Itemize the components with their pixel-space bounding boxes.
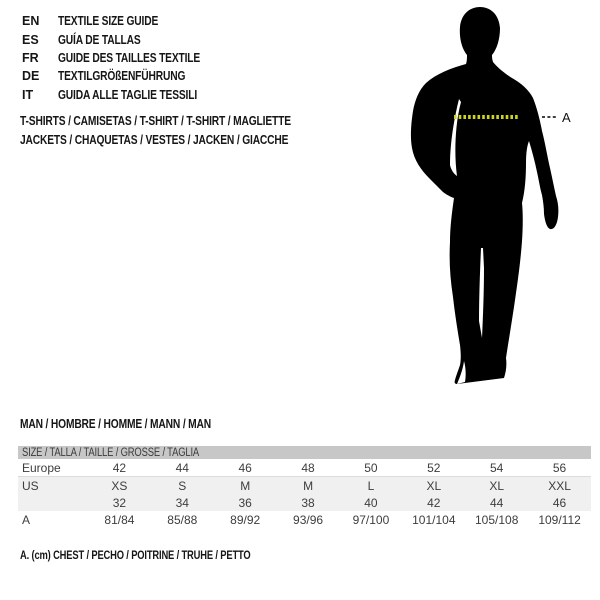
cell: S bbox=[151, 477, 214, 495]
cell: 109/112 bbox=[538, 512, 581, 527]
language-row bbox=[22, 67, 231, 85]
language-row bbox=[22, 49, 231, 67]
cell: M bbox=[277, 477, 340, 495]
cell: XL bbox=[465, 477, 528, 495]
table-row-us bbox=[18, 477, 591, 495]
cell: 42 bbox=[88, 459, 151, 477]
cell: 97/100 bbox=[352, 512, 390, 527]
garment-types bbox=[20, 112, 350, 150]
table-row-chest-a bbox=[18, 511, 591, 528]
man-silhouette-svg bbox=[370, 5, 580, 390]
cell: XS bbox=[88, 477, 151, 495]
cell: L bbox=[340, 477, 403, 495]
cell: 34 bbox=[151, 494, 214, 511]
row-label: US bbox=[18, 477, 88, 495]
row-label: A bbox=[22, 512, 31, 527]
cell: 44 bbox=[465, 494, 528, 511]
language-code: ES bbox=[22, 32, 39, 47]
cell: 89/92 bbox=[230, 512, 261, 527]
cell: XXL bbox=[528, 477, 591, 495]
section-title-man: MAN / HOMBRE / HOMME / MANN / MAN bbox=[20, 417, 212, 431]
cell: 105/108 bbox=[474, 512, 519, 527]
table-row-europe bbox=[18, 459, 591, 477]
cell: 52 bbox=[402, 459, 465, 477]
language-label: GUIDE DES TAILLES TEXTILE bbox=[58, 50, 201, 65]
body-silhouette bbox=[411, 7, 558, 384]
language-list bbox=[22, 12, 231, 104]
language-code: FR bbox=[22, 50, 39, 65]
cell: 46 bbox=[528, 494, 591, 511]
language-label: TEXTILE SIZE GUIDE bbox=[58, 14, 159, 29]
table-row-us-numeric bbox=[18, 494, 591, 511]
language-row bbox=[22, 12, 231, 30]
language-code: DE bbox=[22, 69, 40, 84]
language-code: EN bbox=[22, 14, 40, 29]
language-label: GUIDA ALLE TAGLIE TESSILI bbox=[58, 87, 198, 102]
language-row bbox=[22, 30, 231, 48]
language-label: TEXTILGRÖßENFÜHRUNG bbox=[58, 69, 186, 84]
cell: 56 bbox=[528, 459, 591, 477]
language-label: GUÍA DE TALLAS bbox=[58, 32, 141, 47]
cell: 42 bbox=[402, 494, 465, 511]
cell: XL bbox=[402, 477, 465, 495]
cell: 93/96 bbox=[293, 512, 324, 527]
row-label bbox=[18, 494, 88, 511]
cell: 81/84 bbox=[104, 512, 135, 527]
cell: 48 bbox=[277, 459, 340, 477]
garment-line-tshirts: T-SHIRTS / CAMISETAS / T-SHIRT / T-SHIRT / MAGLIETTE bbox=[20, 114, 291, 128]
cell: 85/88 bbox=[167, 512, 198, 527]
size-table bbox=[18, 446, 591, 528]
cell: M bbox=[214, 477, 277, 495]
garment-line-jackets: JACKETS / CHAQUETAS / VESTES / JACKEN / GIACCHE bbox=[20, 132, 289, 147]
man-silhouette-figure bbox=[370, 5, 580, 390]
measurement-label-a: A bbox=[562, 110, 571, 125]
cell: 32 bbox=[88, 494, 151, 511]
cell: 44 bbox=[151, 459, 214, 477]
size-table-header: SIZE / TALLA / TAILLE / GRÖSSE / TAGLIA bbox=[22, 446, 200, 459]
cell: 101/104 bbox=[412, 512, 456, 527]
measurement-footnote: A. (cm) CHEST / PECHO / POITRINE / TRUHE / PETTO bbox=[20, 548, 251, 562]
cell: 38 bbox=[277, 494, 340, 511]
cell: 36 bbox=[214, 494, 277, 511]
size-table-header-row bbox=[18, 446, 591, 459]
cell: 54 bbox=[465, 459, 528, 477]
language-row bbox=[22, 86, 231, 104]
language-code: IT bbox=[22, 87, 34, 102]
cell: 46 bbox=[214, 459, 277, 477]
cell: 40 bbox=[340, 494, 403, 511]
row-label: Europe bbox=[18, 459, 88, 477]
cell: 50 bbox=[340, 459, 403, 477]
